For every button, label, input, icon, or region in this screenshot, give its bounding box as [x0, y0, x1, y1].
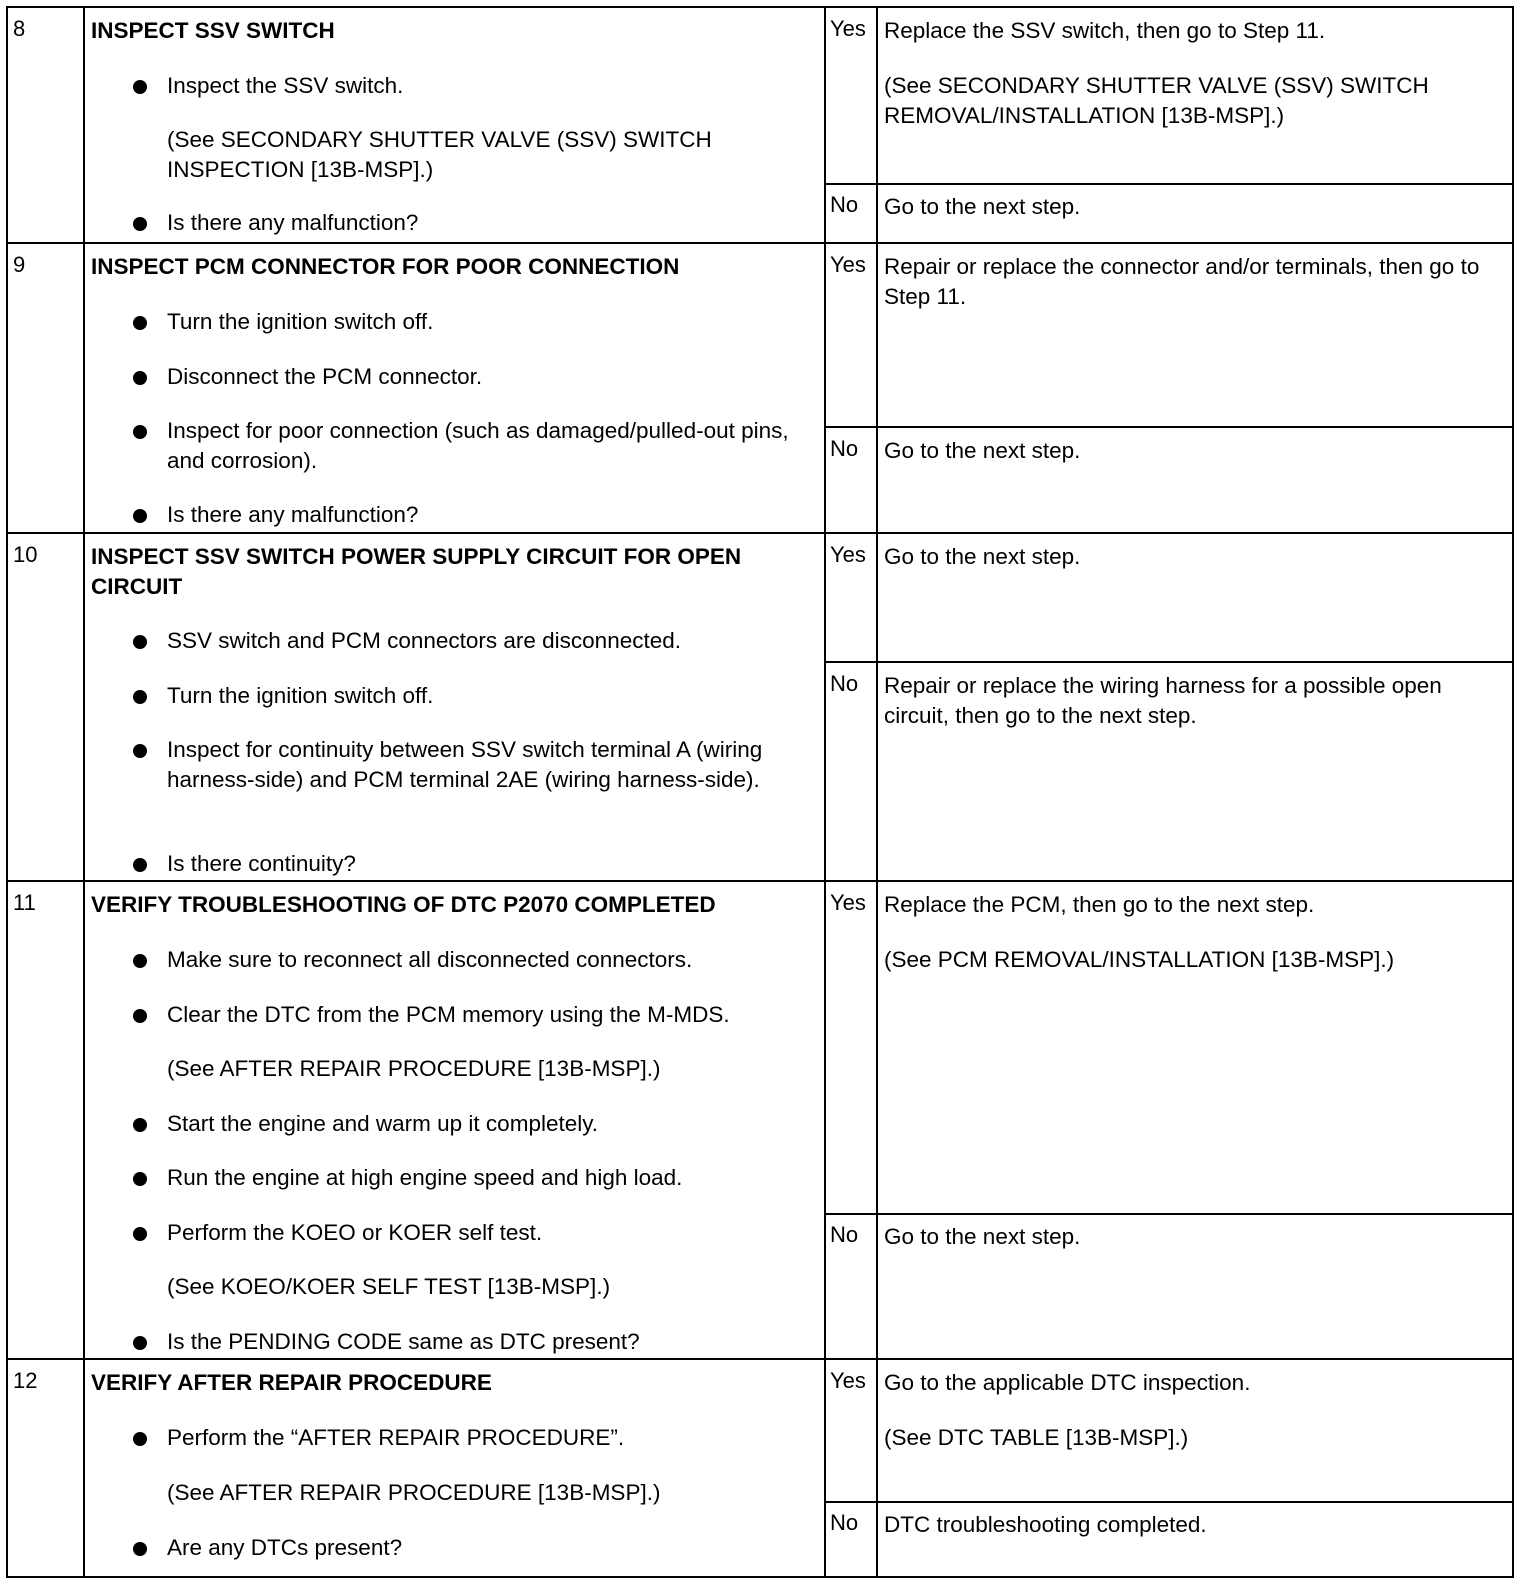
- divider: [826, 426, 1512, 428]
- divider: [826, 1501, 1512, 1503]
- inspection-item: Start the engine and warm up it completely.: [167, 1111, 599, 1136]
- step-number: 10: [13, 542, 38, 567]
- table-row-step-12: [8, 1360, 1512, 1576]
- step-number: 11: [13, 890, 36, 915]
- bullet-icon: [133, 690, 147, 704]
- bullet-icon: [133, 954, 147, 968]
- inspection-item: SSV switch and PCM connectors are disconnected.: [167, 628, 682, 653]
- reference-note: (See AFTER REPAIR PROCEDURE [13B-MSP].): [167, 1480, 661, 1505]
- bullet-icon: [133, 1009, 147, 1023]
- no-label: No: [830, 1222, 859, 1247]
- inspection-item: Perform the “AFTER REPAIR PROCEDURE”.: [167, 1425, 625, 1450]
- no-action: Repair or replace the wiring harness for a possible open circuit, then go to the next step.: [884, 673, 1442, 728]
- divider: [826, 1213, 1512, 1215]
- bullet-icon: [133, 509, 147, 523]
- no-label: No: [830, 436, 859, 461]
- inspection-item: Turn the ignition switch off.: [167, 309, 434, 334]
- inspection-item: Make sure to reconnect all disconnected connectors.: [167, 947, 693, 972]
- yes-reference: (See SECONDARY SHUTTER VALVE (SSV) SWITCH REMOVAL/INSTALLATION [13B-MSP].): [884, 73, 1429, 128]
- step-title: INSPECT SSV SWITCH POWER SUPPLY CIRCUIT FOR OPEN CIRCUIT: [91, 544, 742, 599]
- no-action: Go to the next step.: [884, 194, 1081, 219]
- yes-reference: (See DTC TABLE [13B-MSP].): [884, 1425, 1189, 1450]
- bullet-icon: [133, 371, 147, 385]
- divider: [826, 183, 1512, 185]
- yes-label: Yes: [830, 890, 866, 915]
- table-row-step-9: [8, 244, 1512, 534]
- step-number: 9: [13, 252, 26, 277]
- yes-reference: (See PCM REMOVAL/INSTALLATION [13B-MSP].): [884, 947, 1395, 972]
- bullet-icon: [133, 217, 147, 231]
- reference-note: (See KOEO/KOER SELF TEST [13B-MSP].): [167, 1274, 611, 1299]
- inspection-item: Clear the DTC from the PCM memory using the M-MDS.: [167, 1002, 730, 1027]
- step-number: 12: [13, 1368, 38, 1393]
- table-row-step-11: [8, 882, 1512, 1360]
- bullet-icon: [133, 1336, 147, 1350]
- bullet-icon: [133, 744, 147, 758]
- divider: [826, 661, 1512, 663]
- reference-note: (See SECONDARY SHUTTER VALVE (SSV) SWITCH INSPECTION [13B-MSP].): [167, 127, 712, 182]
- no-action: Go to the next step.: [884, 1224, 1081, 1249]
- step-title: INSPECT SSV SWITCH: [91, 18, 335, 43]
- yes-label: Yes: [830, 1368, 866, 1393]
- table-row-step-10: [8, 534, 1512, 882]
- inspection-item: Is there any malfunction?: [167, 210, 419, 235]
- yes-action: Replace the SSV switch, then go to Step 11.: [884, 18, 1326, 43]
- bullet-icon: [133, 1542, 147, 1556]
- inspection-item: Is there continuity?: [167, 851, 356, 876]
- inspection-item: Is there any malfunction?: [167, 502, 419, 527]
- yes-label: Yes: [830, 16, 866, 41]
- bullet-icon: [133, 1227, 147, 1241]
- inspection-item: Turn the ignition switch off.: [167, 683, 434, 708]
- step-number: 8: [13, 16, 26, 41]
- no-action: Go to the next step.: [884, 438, 1081, 463]
- yes-action: Repair or replace the connector and/or terminals, then go to Step 11.: [884, 254, 1480, 309]
- inspection-item: Inspect the SSV switch.: [167, 73, 404, 98]
- step-title: INSPECT PCM CONNECTOR FOR POOR CONNECTION: [91, 254, 680, 279]
- yes-action: Go to the next step.: [884, 544, 1081, 569]
- bullet-icon: [133, 425, 147, 439]
- bullet-icon: [133, 316, 147, 330]
- bullet-icon: [133, 858, 147, 872]
- table-row-step-8: [8, 8, 1512, 244]
- bullet-icon: [133, 1172, 147, 1186]
- inspection-item: Disconnect the PCM connector.: [167, 364, 483, 389]
- yes-action: Go to the applicable DTC inspection.: [884, 1370, 1251, 1395]
- no-action: DTC troubleshooting completed.: [884, 1512, 1207, 1537]
- inspection-item: Inspect for continuity between SSV switch terminal A (wiring harness-side) and PCM terminal 2AE (wiring harness-side).: [167, 737, 763, 792]
- bullet-icon: [133, 1118, 147, 1132]
- bullet-icon: [133, 80, 147, 94]
- troubleshooting-table: [6, 6, 1514, 1578]
- inspection-item: Are any DTCs present?: [167, 1535, 403, 1560]
- no-label: No: [830, 192, 859, 217]
- inspection-item: Run the engine at high engine speed and high load.: [167, 1165, 683, 1190]
- yes-action: Replace the PCM, then go to the next step.: [884, 892, 1315, 917]
- yes-label: Yes: [830, 252, 866, 277]
- bullet-icon: [133, 635, 147, 649]
- reference-note: (See AFTER REPAIR PROCEDURE [13B-MSP].): [167, 1056, 661, 1081]
- yes-label: Yes: [830, 542, 866, 567]
- inspection-item: Inspect for poor connection (such as damaged/pulled-out pins, and corrosion).: [167, 418, 789, 473]
- step-title: VERIFY TROUBLESHOOTING OF DTC P2070 COMPLETED: [91, 892, 716, 917]
- inspection-item: Perform the KOEO or KOER self test.: [167, 1220, 543, 1245]
- bullet-icon: [133, 1432, 147, 1446]
- no-label: No: [830, 671, 859, 696]
- inspection-item: Is the PENDING CODE same as DTC present?: [167, 1329, 640, 1354]
- step-title: VERIFY AFTER REPAIR PROCEDURE: [91, 1370, 492, 1395]
- no-label: No: [830, 1510, 859, 1535]
